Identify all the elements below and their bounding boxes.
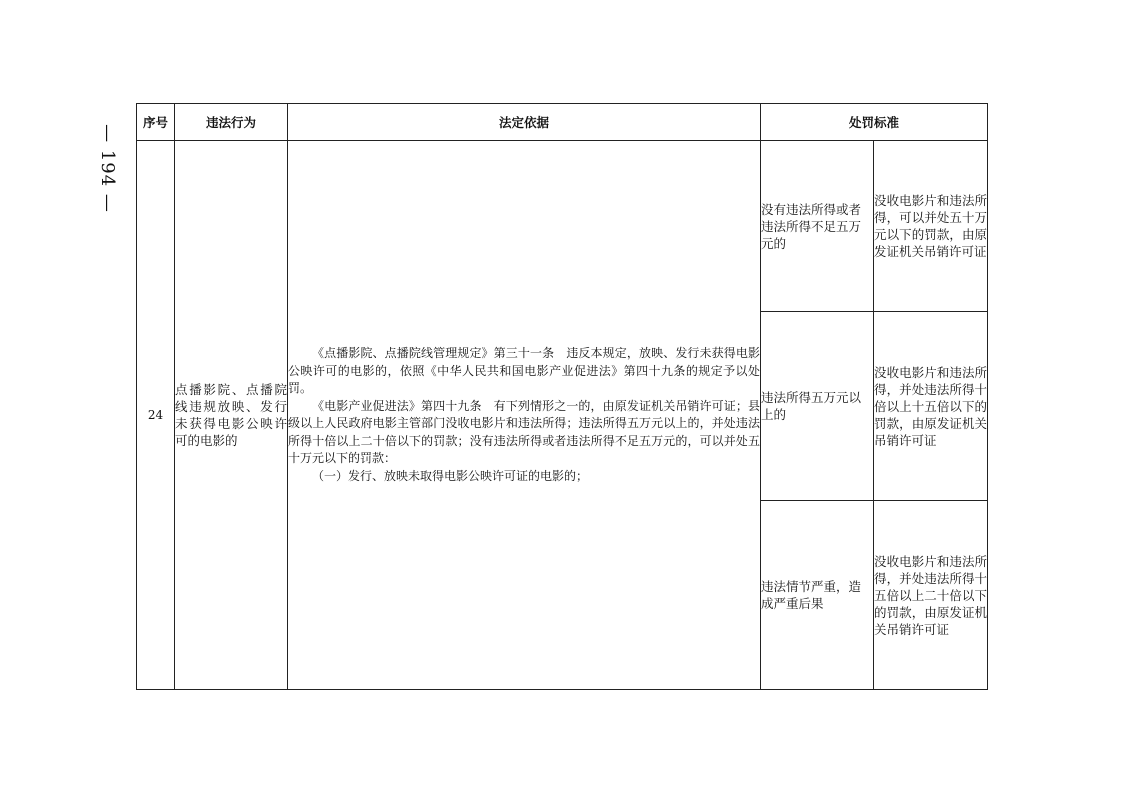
cell-seq: 24	[137, 141, 175, 690]
cell-penalty: 没收电影片和违法所得，可以并处五十万元以下的罚款，由原发证机关吊销许可证	[874, 141, 988, 312]
cell-condition: 违法所得五万元以上的	[761, 312, 874, 501]
cell-condition: 违法情节严重，造成严重后果	[761, 501, 874, 690]
cell-behavior: 点播影院、点播院线违规放映、发行未获得电影公映许可的电影的	[175, 141, 288, 690]
basis-paragraph: （一）发行、放映未取得电影公映许可证的电影的；	[312, 468, 589, 483]
basis-paragraph: 《电影产业促进法》第四十九条 有下列情形之一的，由原发证机关吊销许可证；县级以上人民政府电影主管部门没收电影片和违法所得；违法所得五万元以上的，并处违法所得十倍以上二十倍以下的罚款；没有违法所得或者违法所得不足五万元的，可以并处五十万元以下的罚款：	[288, 398, 760, 465]
table-row	[137, 141, 988, 312]
basis-paragraph: 《点播影院、点播院线管理规定》第三十一条 违反本规定，放映、发行未获得电影公映许可的电影的，依照《中华人民共和国电影产业促进法》第四十九条的规定予以处罚。	[288, 346, 760, 395]
page-number	[92, 118, 122, 218]
penalty-standard-table	[136, 103, 988, 690]
table-header-row	[137, 104, 988, 141]
cell-penalty: 没收电影片和违法所得，并处违法所得十五倍以上二十倍以下的罚款，由原发证机关吊销许可证	[874, 501, 988, 690]
cell-condition: 没有违法所得或者违法所得不足五万元的	[761, 141, 874, 312]
header-standard: 处罚标准	[761, 104, 988, 141]
cell-basis	[288, 141, 761, 690]
cell-penalty: 没收电影片和违法所得，并处违法所得十倍以上十五倍以下的罚款，由原发证机关吊销许可证	[874, 312, 988, 501]
page-number-text: — 194 —	[96, 123, 118, 213]
header-behavior: 违法行为	[175, 104, 288, 141]
header-seq: 序号	[137, 104, 175, 141]
header-basis: 法定依据	[288, 104, 761, 141]
